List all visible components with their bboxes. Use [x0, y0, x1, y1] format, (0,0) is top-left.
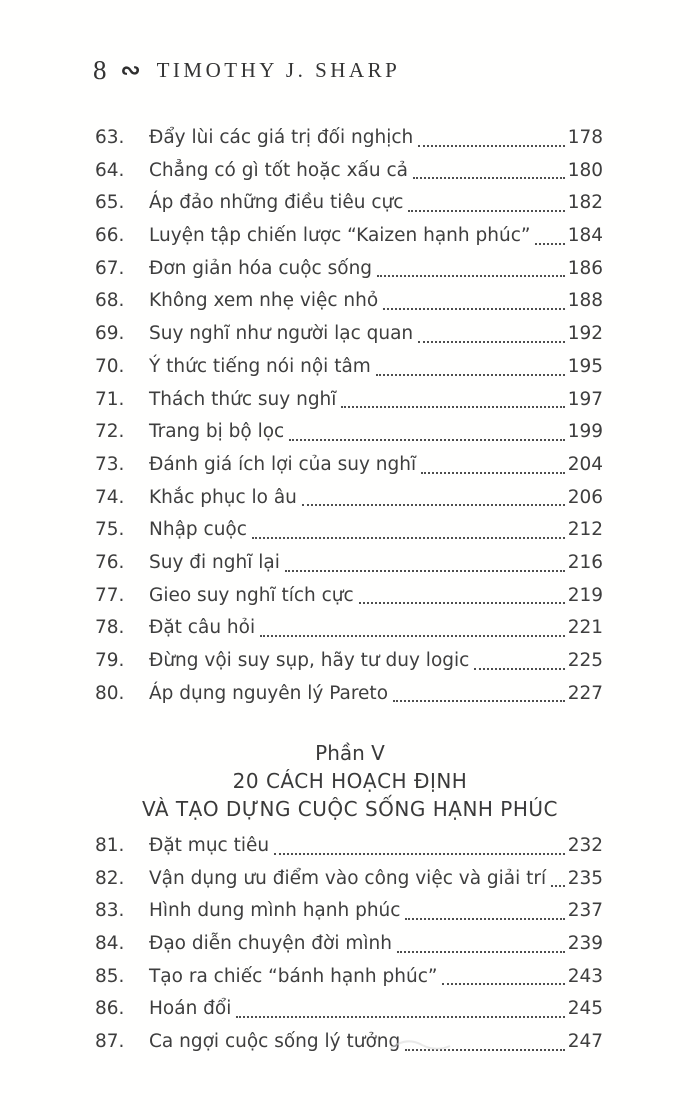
dotted-leader — [405, 918, 564, 920]
toc-entry-title: Đạo diễn chuyện đời mình — [149, 933, 392, 955]
dotted-leader — [260, 635, 565, 637]
toc-entry-page: 219 — [567, 584, 603, 606]
toc-entry-page: 212 — [567, 519, 603, 541]
toc-entry — [95, 122, 603, 155]
dotted-leader — [405, 1049, 564, 1051]
toc-entry-title: Đặt mục tiêu — [149, 835, 270, 856]
toc-entry-page: 221 — [567, 617, 603, 639]
folio-page-number: 8 — [93, 55, 107, 85]
toc-entry-number: 86. — [95, 998, 125, 1020]
toc-entry-page: 225 — [567, 650, 603, 671]
toc-entry — [95, 253, 603, 286]
toc-entry-number: 76. — [95, 551, 125, 573]
dotted-leader — [274, 853, 565, 855]
toc-entry-title: Đặt câu hỏi — [149, 617, 256, 639]
toc-entry — [95, 482, 603, 515]
toc-entry-page: 178 — [567, 127, 603, 148]
toc-entry-title: Suy đi nghĩ lại — [149, 551, 280, 573]
part-heading-title-line2: VÀ TẠO DỰNG CUỘC SỐNG HẠNH PHÚC — [141, 797, 559, 821]
toc-entry — [95, 416, 603, 449]
dotted-leader — [418, 145, 564, 147]
toc-entry — [95, 187, 603, 220]
dotted-leader — [285, 570, 565, 572]
dotted-leader — [302, 504, 565, 506]
toc-entry-number: 63. — [95, 127, 125, 148]
dotted-leader — [341, 406, 564, 408]
toc-entry-number: 85. — [95, 965, 125, 987]
toc-entry — [95, 514, 603, 547]
toc-entry-title: Luyện tập chiến lược “Kaizen hạnh phúc” — [149, 225, 531, 247]
part-heading-label: Phần V — [315, 741, 385, 765]
toc-entry-number: 70. — [95, 355, 125, 377]
dotted-leader — [252, 537, 565, 539]
toc-entry — [95, 449, 603, 482]
toc-entry-number: 73. — [95, 453, 125, 475]
toc-entry-page: 186 — [567, 257, 603, 279]
toc-entry-page: 188 — [567, 290, 603, 312]
toc-entry-page: 227 — [567, 682, 603, 704]
toc-entry-number: 66. — [95, 225, 125, 247]
ornament-swash-icon: ∾ — [120, 56, 141, 84]
toc-entry-page: 247 — [567, 1031, 603, 1053]
toc-entry-number: 74. — [95, 486, 125, 508]
dotted-leader — [383, 308, 564, 310]
toc-entry-title: Khắc phục lo âu — [149, 486, 297, 508]
toc-entry — [95, 580, 603, 613]
toc-entry — [95, 155, 603, 188]
dotted-leader — [397, 951, 565, 953]
toc-entry-title: Suy nghĩ như người lạc quan — [149, 323, 414, 345]
toc-entry-title: Trang bị bộ lọc — [149, 421, 285, 443]
dotted-leader — [421, 472, 565, 474]
toc-entry — [95, 547, 603, 580]
toc-entry-title: Áp dụng nguyên lý Pareto — [149, 682, 389, 704]
toc-entry — [95, 384, 603, 417]
toc-entry-page: 184 — [567, 225, 603, 247]
toc-entry-title: Áp đảo những điều tiêu cực — [149, 192, 404, 214]
toc-entry-number: 65. — [95, 192, 125, 214]
toc-entry-title: Đánh giá ích lợi của suy nghĩ — [149, 453, 417, 475]
toc-entry-title: Thách thức suy nghĩ — [149, 388, 337, 410]
toc-entry-page: 192 — [567, 323, 603, 345]
dotted-leader — [359, 602, 565, 604]
toc-entry-title: Đừng vội suy sụp, hãy tư duy logic — [149, 650, 470, 671]
toc-entry-number: 78. — [95, 617, 125, 639]
toc-entry-page: 239 — [567, 933, 603, 955]
dotted-leader — [535, 243, 564, 245]
toc-entry-page: 216 — [567, 551, 603, 573]
toc-entry-page: 204 — [567, 453, 603, 475]
dotted-leader — [236, 1016, 564, 1018]
toc-entry — [95, 1026, 603, 1059]
toc-entry-page: 237 — [567, 900, 603, 922]
toc-entry-number: 84. — [95, 933, 125, 955]
dotted-leader — [289, 439, 564, 441]
toc-entry-number: 71. — [95, 388, 125, 410]
dotted-leader — [418, 341, 565, 343]
toc-list-part5 — [95, 830, 603, 1059]
toc-entry — [95, 351, 603, 384]
toc-entry — [95, 895, 603, 928]
running-header-author: TIMOTHY J. SHARP — [156, 58, 401, 82]
dotted-leader — [413, 177, 565, 179]
toc-entry-title: Hình dung mình hạnh phúc — [149, 900, 401, 922]
toc-entry-number: 75. — [95, 519, 125, 541]
part-heading — [0, 739, 700, 823]
toc-entry-page: 245 — [567, 998, 603, 1020]
toc-entry — [95, 863, 603, 896]
toc-entry-title: Chẳng có gì tốt hoặc xấu cả — [149, 159, 408, 181]
toc-entry-page: 197 — [567, 388, 603, 410]
toc-entry-title: Đơn giản hóa cuộc sống — [149, 257, 373, 279]
toc-entry — [95, 645, 603, 678]
toc-entry-title: Đẩy lùi các giá trị đối nghịch — [149, 127, 414, 148]
toc-entry-number: 81. — [95, 835, 125, 856]
toc-entry-page: 199 — [567, 421, 603, 443]
toc-entry — [95, 928, 603, 961]
toc-entry — [95, 830, 603, 863]
toc-entry-number: 77. — [95, 584, 125, 606]
toc-entry-title: Gieo suy nghĩ tích cực — [149, 584, 354, 606]
toc-entry-title: Ca ngợi cuộc sống lý tưởng — [149, 1031, 401, 1053]
toc-entry-page: 182 — [567, 192, 603, 214]
toc-entry-page: 232 — [567, 835, 603, 856]
toc-entry-title: Hoán đổi — [149, 998, 232, 1020]
toc-entry — [95, 961, 603, 994]
toc-entry-title: Ý thức tiếng nói nội tâm — [149, 355, 371, 377]
toc-entry-number: 79. — [95, 650, 125, 671]
toc-entry-number: 82. — [95, 867, 125, 889]
toc-entry — [95, 993, 603, 1026]
toc-list-part4 — [95, 122, 603, 710]
toc-entry — [95, 220, 603, 253]
dotted-leader — [393, 700, 565, 702]
toc-entry-page: 206 — [567, 486, 603, 508]
toc-entry-page: 235 — [567, 867, 603, 889]
toc-entry-title: Tạo ra chiếc “bánh hạnh phúc” — [149, 965, 438, 987]
toc-entry-number: 64. — [95, 159, 125, 181]
toc-entry — [95, 678, 603, 711]
toc-entry-title: Vận dụng ưu điểm vào công việc và giải trí — [149, 867, 547, 889]
dotted-leader — [408, 210, 564, 212]
toc-entry-number: 69. — [95, 323, 125, 345]
running-header — [93, 56, 400, 84]
toc-entry-number: 72. — [95, 421, 125, 443]
toc-entry-page: 195 — [567, 355, 603, 377]
toc-entry-number: 67. — [95, 257, 125, 279]
toc-entry — [95, 612, 603, 645]
toc-entry-number: 87. — [95, 1031, 125, 1053]
dotted-leader — [442, 983, 564, 985]
toc-entry-number: 80. — [95, 682, 125, 704]
dotted-leader — [376, 374, 565, 376]
toc-entry — [95, 285, 603, 318]
dotted-leader — [551, 885, 565, 887]
toc-entry-page: 243 — [567, 965, 603, 987]
toc-entry — [95, 318, 603, 351]
toc-entry-number: 83. — [95, 900, 125, 922]
toc-entry-title: Nhập cuộc — [149, 519, 247, 541]
toc-entry-number: 68. — [95, 290, 125, 312]
toc-entry-title: Không xem nhẹ việc nhỏ — [149, 290, 379, 312]
toc-entry-page: 180 — [567, 159, 603, 181]
dotted-leader — [474, 668, 564, 670]
dotted-leader — [377, 275, 565, 277]
part-heading-title-line1: 20 CÁCH HOẠCH ĐỊNH — [232, 769, 468, 793]
